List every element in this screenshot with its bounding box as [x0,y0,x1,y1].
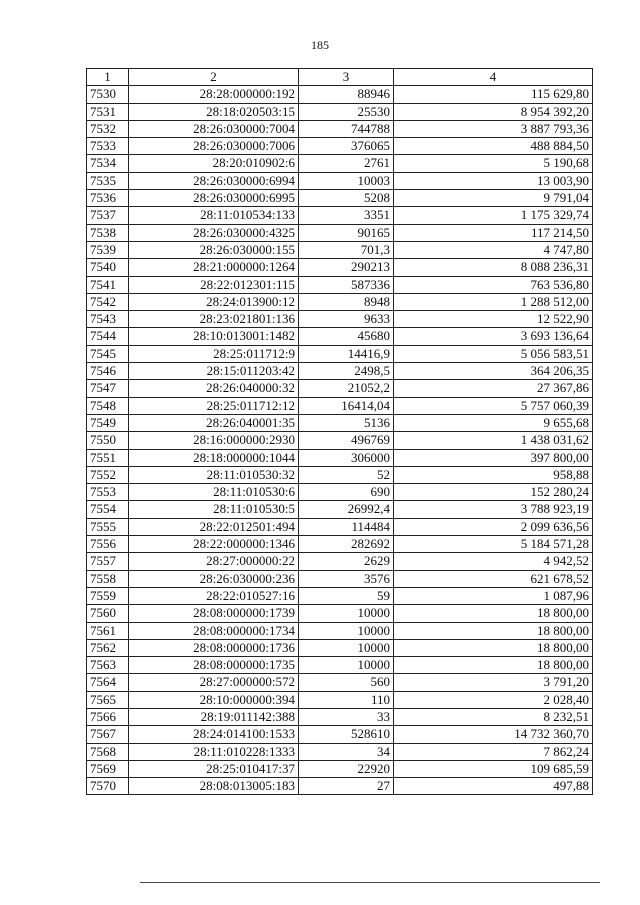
table-row [87,380,593,397]
value-cell: 3 788 923,19 [394,501,593,518]
cadastral-number-cell: 28:26:030000:6994 [129,172,299,189]
cadastral-number-cell: 28:20:010902:6 [129,155,299,172]
value-cell: 397 800,00 [394,449,593,466]
cadastral-number-cell: 28:18:020503:15 [129,103,299,120]
area-cell: 10000 [299,605,394,622]
area-cell: 5208 [299,190,394,207]
cadastral-number-cell: 28:26:030000:236 [129,570,299,587]
row-number-cell: 7553 [87,484,129,501]
row-number-cell: 7544 [87,328,129,345]
value-cell: 5 184 571,28 [394,536,593,553]
cadastral-number-cell: 28:10:013001:1482 [129,328,299,345]
cadastral-number-cell: 28:18:000000:1044 [129,449,299,466]
cadastral-number-cell: 28:08:013005:183 [129,778,299,795]
area-cell: 528610 [299,726,394,743]
row-number-cell: 7563 [87,657,129,674]
area-cell: 10003 [299,172,394,189]
row-number-cell: 7568 [87,743,129,760]
table-row [87,224,593,241]
value-cell: 12 522,90 [394,311,593,328]
area-cell: 10000 [299,639,394,656]
row-number-cell: 7546 [87,363,129,380]
table-row [87,432,593,449]
value-cell: 621 678,52 [394,570,593,587]
table-row [87,622,593,639]
area-cell: 282692 [299,536,394,553]
data-table [86,68,593,795]
table-row [87,501,593,518]
row-number-cell: 7531 [87,103,129,120]
value-cell: 3 887 793,36 [394,120,593,137]
cadastral-number-cell: 28:27:000000:572 [129,674,299,691]
area-cell: 26992,4 [299,501,394,518]
area-cell: 560 [299,674,394,691]
row-number-cell: 7567 [87,726,129,743]
area-cell: 21052,2 [299,380,394,397]
value-cell: 27 367,86 [394,380,593,397]
column-header-3: 3 [299,69,394,86]
area-cell: 16414,04 [299,397,394,414]
column-header-1: 1 [87,69,129,86]
row-number-cell: 7556 [87,536,129,553]
table-row [87,172,593,189]
area-cell: 22920 [299,760,394,777]
cadastral-number-cell: 28:10:000000:394 [129,691,299,708]
row-number-cell: 7543 [87,311,129,328]
value-cell: 13 003,90 [394,172,593,189]
row-number-cell: 7549 [87,414,129,431]
table-row [87,345,593,362]
value-cell: 14 732 360,70 [394,726,593,743]
table-row [87,743,593,760]
row-number-cell: 7554 [87,501,129,518]
table-row [87,466,593,483]
table-row [87,553,593,570]
cadastral-number-cell: 28:08:000000:1735 [129,657,299,674]
table-row [87,449,593,466]
table-row [87,363,593,380]
cadastral-number-cell: 28:25:011712:12 [129,397,299,414]
area-cell: 3576 [299,570,394,587]
cadastral-number-cell: 28:15:011203:42 [129,363,299,380]
cadastral-number-cell: 28:11:010530:6 [129,484,299,501]
table-row [87,328,593,345]
value-cell: 152 280,24 [394,484,593,501]
table-row [87,484,593,501]
column-header-2: 2 [129,69,299,86]
cadastral-number-cell: 28:11:010530:32 [129,466,299,483]
value-cell: 18 800,00 [394,657,593,674]
value-cell: 18 800,00 [394,605,593,622]
value-cell: 7 862,24 [394,743,593,760]
cadastral-number-cell: 28:08:000000:1734 [129,622,299,639]
row-number-cell: 7547 [87,380,129,397]
row-number-cell: 7534 [87,155,129,172]
cadastral-number-cell: 28:22:000000:1346 [129,536,299,553]
value-cell: 2 099 636,56 [394,518,593,535]
area-cell: 690 [299,484,394,501]
value-cell: 8 232,51 [394,708,593,725]
area-cell: 8948 [299,293,394,310]
row-number-cell: 7561 [87,622,129,639]
row-number-cell: 7550 [87,432,129,449]
value-cell: 3 791,20 [394,674,593,691]
cadastral-number-cell: 28:23:021801:136 [129,311,299,328]
row-number-cell: 7530 [87,86,129,103]
value-cell: 18 800,00 [394,639,593,656]
value-cell: 5 056 583,51 [394,345,593,362]
value-cell: 4 942,52 [394,553,593,570]
value-cell: 2 028,40 [394,691,593,708]
area-cell: 290213 [299,259,394,276]
value-cell: 117 214,50 [394,224,593,241]
table-body [87,86,593,795]
row-number-cell: 7551 [87,449,129,466]
table-row [87,726,593,743]
row-number-cell: 7560 [87,605,129,622]
row-number-cell: 7569 [87,760,129,777]
row-number-cell: 7538 [87,224,129,241]
cadastral-number-cell: 28:22:012501:494 [129,518,299,535]
value-cell: 1 087,96 [394,587,593,604]
area-cell: 90165 [299,224,394,241]
area-cell: 2498,5 [299,363,394,380]
value-cell: 958,88 [394,466,593,483]
row-number-cell: 7536 [87,190,129,207]
table-row [87,414,593,431]
area-cell: 33 [299,708,394,725]
value-cell: 4 747,80 [394,241,593,258]
value-cell: 8 954 392,20 [394,103,593,120]
table-row [87,397,593,414]
value-cell: 497,88 [394,778,593,795]
table-row [87,639,593,656]
cadastral-number-cell: 28:26:040000:32 [129,380,299,397]
row-number-cell: 7552 [87,466,129,483]
row-number-cell: 7532 [87,120,129,137]
table-row [87,587,593,604]
area-cell: 114484 [299,518,394,535]
cadastral-number-cell: 28:26:030000:7004 [129,120,299,137]
area-cell: 27 [299,778,394,795]
table-row [87,190,593,207]
table-row [87,605,593,622]
cadastral-number-cell: 28:24:014100:1533 [129,726,299,743]
header-row [87,69,593,86]
value-cell: 115 629,80 [394,86,593,103]
area-cell: 88946 [299,86,394,103]
area-cell: 34 [299,743,394,760]
cadastral-number-cell: 28:26:030000:4325 [129,224,299,241]
table-row [87,708,593,725]
row-number-cell: 7548 [87,397,129,414]
area-cell: 25530 [299,103,394,120]
value-cell: 109 685,59 [394,760,593,777]
row-number-cell: 7541 [87,276,129,293]
cadastral-number-cell: 28:22:012301:115 [129,276,299,293]
column-header-4: 4 [394,69,593,86]
table-row [87,778,593,795]
area-cell: 3351 [299,207,394,224]
table-row [87,657,593,674]
table-row [87,276,593,293]
cadastral-number-cell: 28:26:030000:6995 [129,190,299,207]
cadastral-number-cell: 28:24:013900:12 [129,293,299,310]
page-number: 185 [311,38,329,52]
cadastral-number-cell: 28:25:010417:37 [129,760,299,777]
area-cell: 496769 [299,432,394,449]
table-row [87,536,593,553]
row-number-cell: 7542 [87,293,129,310]
value-cell: 763 536,80 [394,276,593,293]
area-cell: 59 [299,587,394,604]
area-cell: 306000 [299,449,394,466]
cadastral-number-cell: 28:25:011712:9 [129,345,299,362]
value-cell: 9 655,68 [394,414,593,431]
area-cell: 10000 [299,622,394,639]
row-number-cell: 7545 [87,345,129,362]
area-cell: 744788 [299,120,394,137]
table-row [87,241,593,258]
area-cell: 14416,9 [299,345,394,362]
table-row [87,311,593,328]
value-cell: 488 884,50 [394,138,593,155]
cadastral-number-cell: 28:16:000000:2930 [129,432,299,449]
cadastral-number-cell: 28:19:011142:388 [129,708,299,725]
row-number-cell: 7557 [87,553,129,570]
table-row [87,138,593,155]
row-number-cell: 7539 [87,241,129,258]
row-number-cell: 7559 [87,587,129,604]
table-row [87,760,593,777]
area-cell: 10000 [299,657,394,674]
row-number-cell: 7566 [87,708,129,725]
table-row [87,674,593,691]
value-cell: 5 757 060,39 [394,397,593,414]
value-cell: 9 791,04 [394,190,593,207]
value-cell: 1 288 512,00 [394,293,593,310]
cadastral-number-cell: 28:26:030000:7006 [129,138,299,155]
value-cell: 8 088 236,31 [394,259,593,276]
table-row [87,518,593,535]
cadastral-number-cell: 28:11:010534:133 [129,207,299,224]
value-cell: 364 206,35 [394,363,593,380]
row-number-cell: 7558 [87,570,129,587]
row-number-cell: 7555 [87,518,129,535]
cadastral-number-cell: 28:26:030000:155 [129,241,299,258]
cadastral-number-cell: 28:21:000000:1264 [129,259,299,276]
value-cell: 5 190,68 [394,155,593,172]
table-row [87,293,593,310]
cadastral-number-cell: 28:11:010228:1333 [129,743,299,760]
row-number-cell: 7533 [87,138,129,155]
cadastral-number-cell: 28:28:000000:192 [129,86,299,103]
row-number-cell: 7562 [87,639,129,656]
area-cell: 5136 [299,414,394,431]
table-row [87,207,593,224]
table-row [87,691,593,708]
area-cell: 2761 [299,155,394,172]
area-cell: 52 [299,466,394,483]
cadastral-number-cell: 28:22:010527:16 [129,587,299,604]
row-number-cell: 7570 [87,778,129,795]
cadastral-number-cell: 28:08:000000:1736 [129,639,299,656]
table-row [87,259,593,276]
row-number-cell: 7540 [87,259,129,276]
table-row [87,570,593,587]
cadastral-number-cell: 28:27:000000:22 [129,553,299,570]
row-number-cell: 7537 [87,207,129,224]
value-cell: 1 438 031,62 [394,432,593,449]
cadastral-number-cell: 28:08:000000:1739 [129,605,299,622]
area-cell: 2629 [299,553,394,570]
area-cell: 110 [299,691,394,708]
cadastral-number-cell: 28:26:040001:35 [129,414,299,431]
area-cell: 376065 [299,138,394,155]
table-row [87,86,593,103]
value-cell: 3 693 136,64 [394,328,593,345]
cadastral-number-cell: 28:11:010530:5 [129,501,299,518]
table-row [87,120,593,137]
area-cell: 45680 [299,328,394,345]
area-cell: 701,3 [299,241,394,258]
table-row [87,155,593,172]
bottom-rule [140,882,600,883]
area-cell: 9633 [299,311,394,328]
value-cell: 1 175 329,74 [394,207,593,224]
row-number-cell: 7535 [87,172,129,189]
area-cell: 587336 [299,276,394,293]
row-number-cell: 7565 [87,691,129,708]
row-number-cell: 7564 [87,674,129,691]
table-row [87,103,593,120]
value-cell: 18 800,00 [394,622,593,639]
